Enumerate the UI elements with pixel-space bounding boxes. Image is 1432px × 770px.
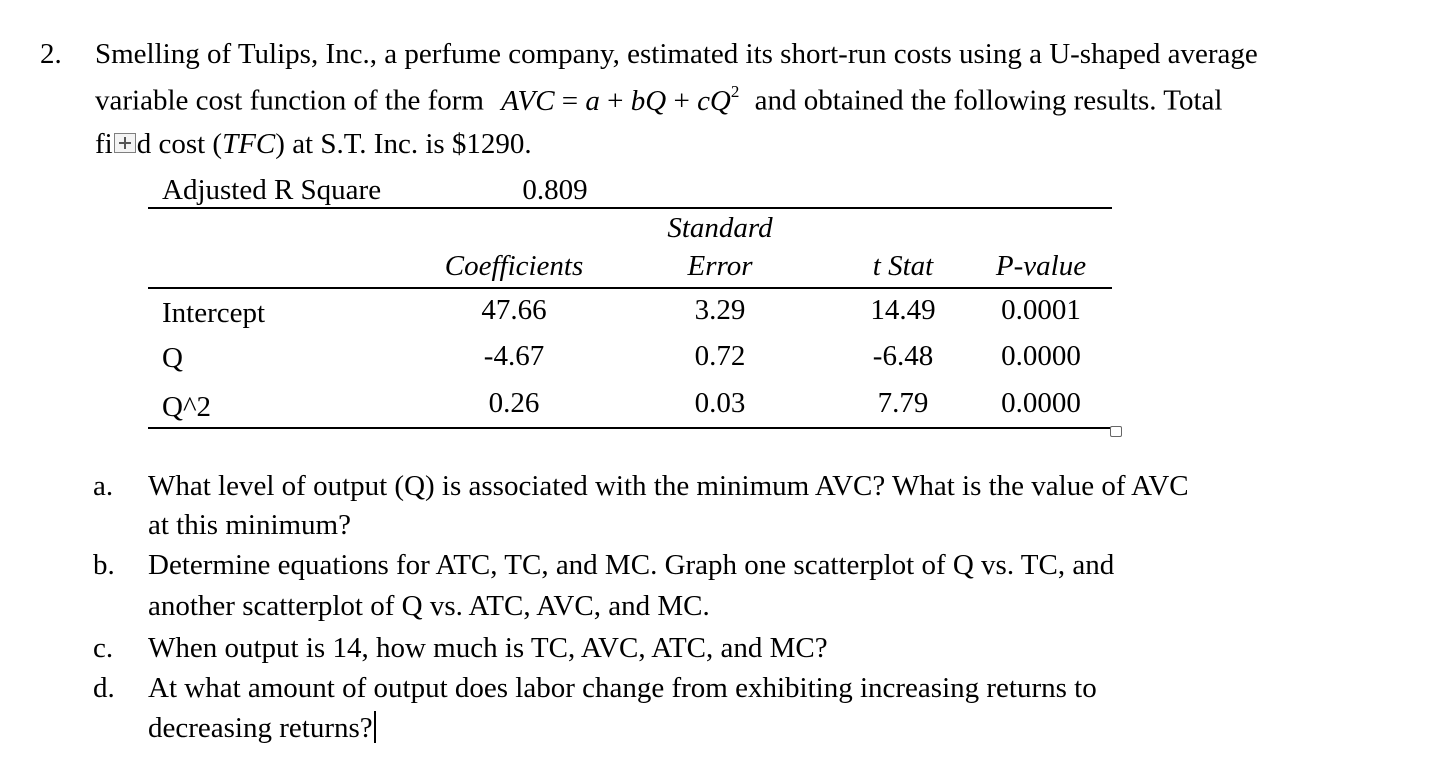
row-q-squared-t: 7.79	[877, 387, 929, 419]
problem-line-3-part-2: d cost (	[136, 128, 223, 160]
formula-plus-1: +	[599, 84, 631, 117]
row-q-p: 0.0000	[1001, 340, 1081, 372]
question-a-line-2: at this minimum?	[148, 509, 351, 541]
formula-exponent: 2	[730, 82, 740, 101]
row-intercept-se: 3.29	[694, 294, 746, 326]
avc-formula	[501, 82, 746, 117]
formula-equals: =	[554, 84, 586, 117]
row-name-q: Q	[162, 342, 183, 374]
row-intercept-t: 14.49	[870, 294, 936, 326]
row-q-squared-se: 0.03	[694, 387, 746, 419]
question-d-line-2-text: decreasing returns?	[148, 712, 373, 744]
row-name-intercept: Intercept	[162, 297, 266, 329]
problem-line-3-part-3: ) at S.T. Inc. is $1290.	[275, 128, 532, 160]
row-q-squared-p: 0.0000	[1001, 387, 1081, 419]
question-c-letter: c.	[93, 632, 114, 664]
formula-plus-2: +	[666, 84, 698, 117]
question-b-line-2: another scatterplot of Q vs. ATC, AVC, and MC.	[148, 590, 710, 622]
formula-cq: cQ	[697, 84, 731, 117]
question-a-letter: a.	[93, 470, 114, 502]
header-p-value: P-value	[995, 250, 1087, 282]
adj-r2-label: Adjusted R Square	[162, 174, 382, 206]
row-intercept-p: 0.0001	[1001, 294, 1081, 326]
problem-line-3-part-1: fi	[95, 128, 113, 160]
question-a-line-1: What level of output (Q) is associated with the minimum AVC? What is the value of AVC	[148, 470, 1189, 502]
row-name-q-squared: Q^2	[162, 391, 212, 423]
header-std-error-line-2: Error	[687, 250, 753, 282]
row-q-squared-coef: 0.26	[488, 387, 540, 419]
tfc-abbrev: TFC	[222, 128, 276, 160]
question-d-line-2	[148, 712, 376, 746]
header-coefficients: Coefficients	[444, 250, 584, 282]
table-top-rule	[148, 207, 1112, 209]
row-q-coef: -4.67	[483, 340, 545, 372]
row-q-t: -6.48	[872, 340, 934, 372]
table-bottom-rule	[148, 427, 1112, 429]
text-cursor-icon	[374, 711, 376, 743]
formula-bq: bQ	[630, 84, 667, 117]
problem-number: 2.	[40, 38, 62, 70]
problem-line-2-suffix: and obtained the following results. Total	[754, 84, 1223, 117]
table-move-handle-icon[interactable]	[114, 133, 136, 153]
table-resize-handle-icon[interactable]	[1110, 426, 1122, 437]
table-header-rule	[148, 287, 1112, 289]
question-c-line-1: When output is 14, how much is TC, AVC, ATC, and MC?	[148, 632, 828, 664]
formula-avc: AVC	[501, 84, 555, 117]
question-b-letter: b.	[93, 549, 115, 581]
adj-r2-value: 0.809	[522, 174, 588, 206]
header-std-error-line-1: Standard	[667, 212, 773, 244]
problem-line-2-prefix: variable cost function of the form	[95, 84, 484, 117]
problem-line-3	[95, 128, 532, 161]
question-d-letter: d.	[93, 672, 115, 704]
problem-line-1: Smelling of Tulips, Inc., a perfume company, estimated its short-run costs using a U-shaped average	[95, 38, 1258, 70]
question-d-line-1: At what amount of output does labor change from exhibiting increasing returns to	[148, 672, 1097, 704]
row-intercept-coef: 47.66	[481, 294, 547, 326]
row-q-se: 0.72	[694, 340, 746, 372]
problem-line-2	[95, 84, 1222, 118]
formula-a: a	[585, 84, 600, 117]
question-b-line-1: Determine equations for ATC, TC, and MC. Graph one scatterplot of Q vs. TC, and	[148, 549, 1115, 581]
header-t-stat: t Stat	[872, 250, 934, 282]
